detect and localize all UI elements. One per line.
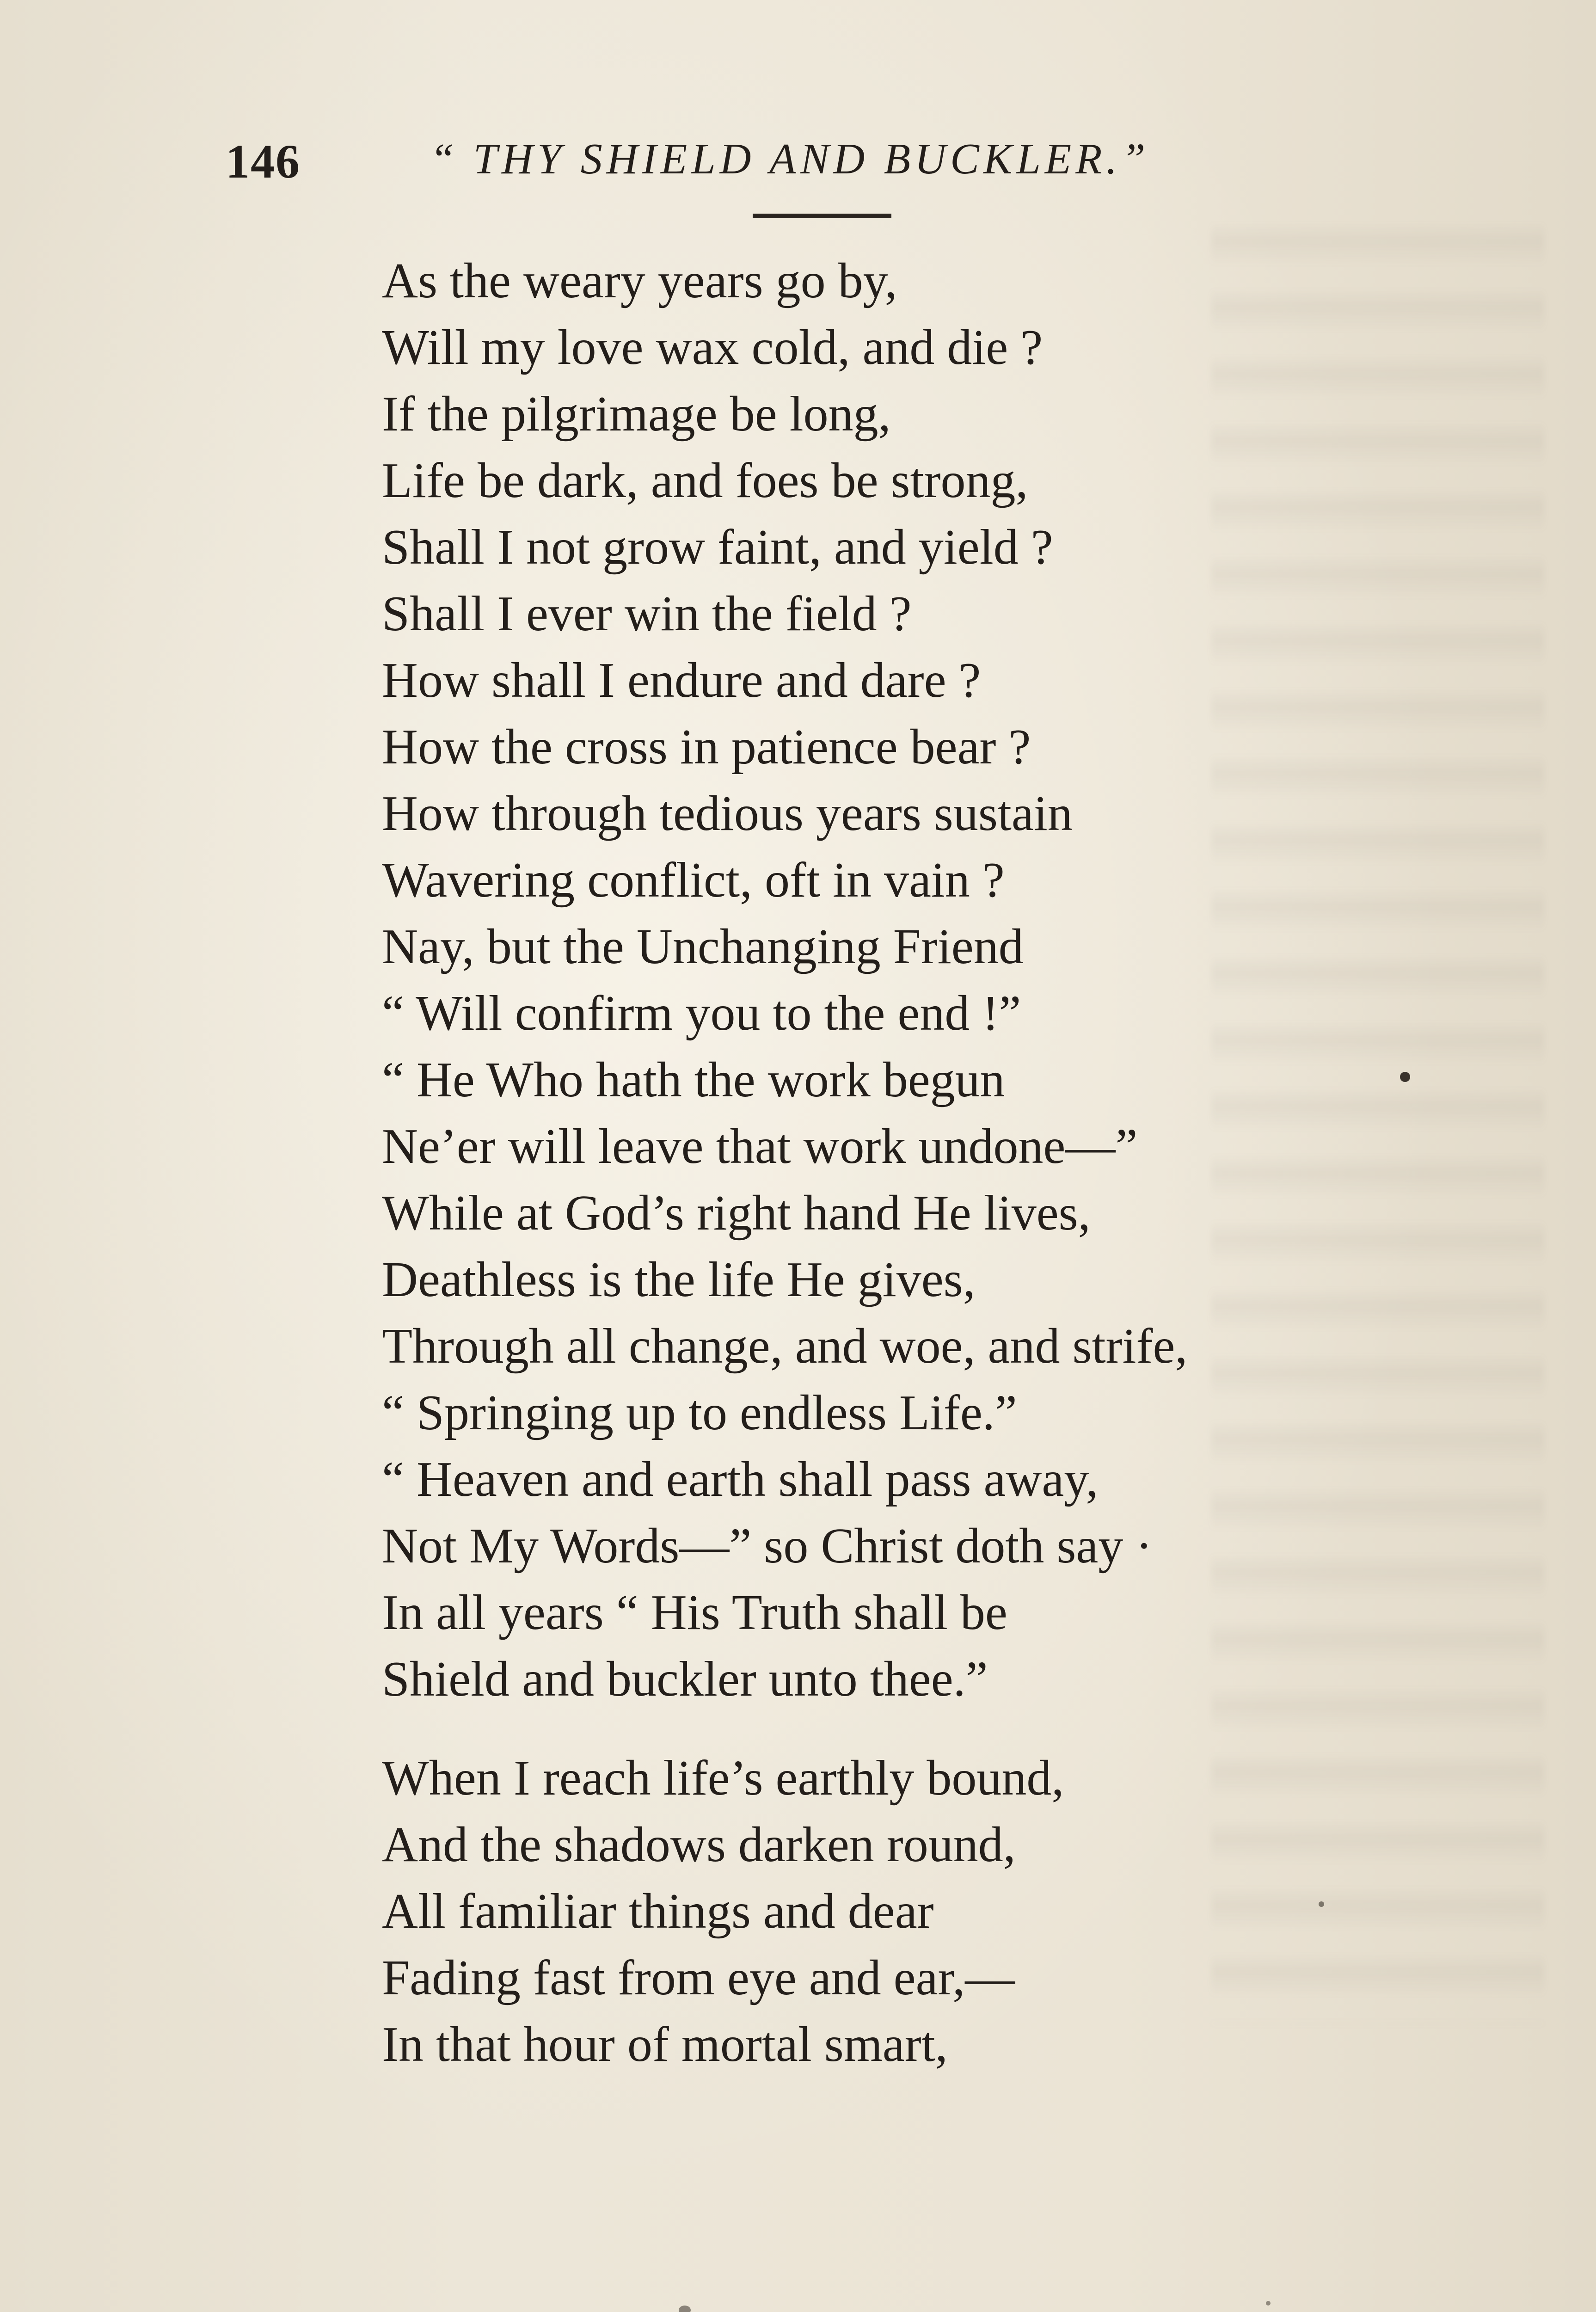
poem-line: Through all change, and woe, and strife, [382,1319,1188,1374]
poem-line: When I reach life’s earthly bound, [382,1751,1064,1806]
poem-line: All familiar things and dear [382,1884,934,1939]
title-rule [753,214,891,218]
poem-line: Shield and buckler unto thee.” [382,1652,988,1707]
poem-line: “ He Who hath the work begun [382,1052,1005,1107]
poem-line: In all years “ His Truth shall be [382,1585,1007,1640]
running-title: “ THY SHIELD AND BUCKLER.” [430,135,1150,183]
stanza-1 [382,248,1187,1713]
poem-line: If the pilgrimage be long, [382,387,891,442]
poem-line: In that hour of mortal smart, [382,2017,948,2072]
poem-line: Shall I not grow faint, and yield ? [382,520,1053,575]
poem-line: And the shadows darken round, [382,1817,1016,1872]
poem-line: “ Heaven and earth shall pass away, [382,1452,1099,1507]
stanza-2 [382,1745,1187,2078]
poem-line: While at God’s right hand He lives, [382,1186,1091,1241]
poem-line: Deathless is the life He gives, [382,1252,976,1307]
ink-speck [679,2306,691,2312]
ink-speck [1266,2301,1271,2306]
page-number: 146 [226,135,301,188]
poem-line: How through tedious years sustain [382,786,1073,841]
poem-line: As the weary years go by, [382,253,897,308]
ink-speck [1400,1072,1410,1082]
poem-line: Not My Words—” so Christ doth say · [382,1519,1153,1574]
poem-line: “ Will confirm you to the end !” [382,986,1021,1041]
poem-line: Life be dark, and foes be strong, [382,453,1028,508]
poem-line: How the cross in patience bear ? [382,719,1031,775]
poem-line: How shall I endure and dare ? [382,653,981,708]
poem-line: Ne’er will leave that work undone—” [382,1119,1138,1174]
poem-line: Will my love wax cold, and die ? [382,320,1043,375]
poem [382,248,1187,2078]
poem-line: Shall I ever win the field ? [382,586,912,641]
show-through-text [1211,222,1544,2025]
poem-line: Wavering conflict, oft in vain ? [382,853,1005,908]
poem-line: Nay, but the Unchanging Friend [382,919,1024,974]
poem-line: “ Springing up to endless Life.” [382,1385,1017,1440]
ink-speck [1319,1901,1324,1907]
poem-line: Fading fast from eye and ear,— [382,1950,1015,2005]
